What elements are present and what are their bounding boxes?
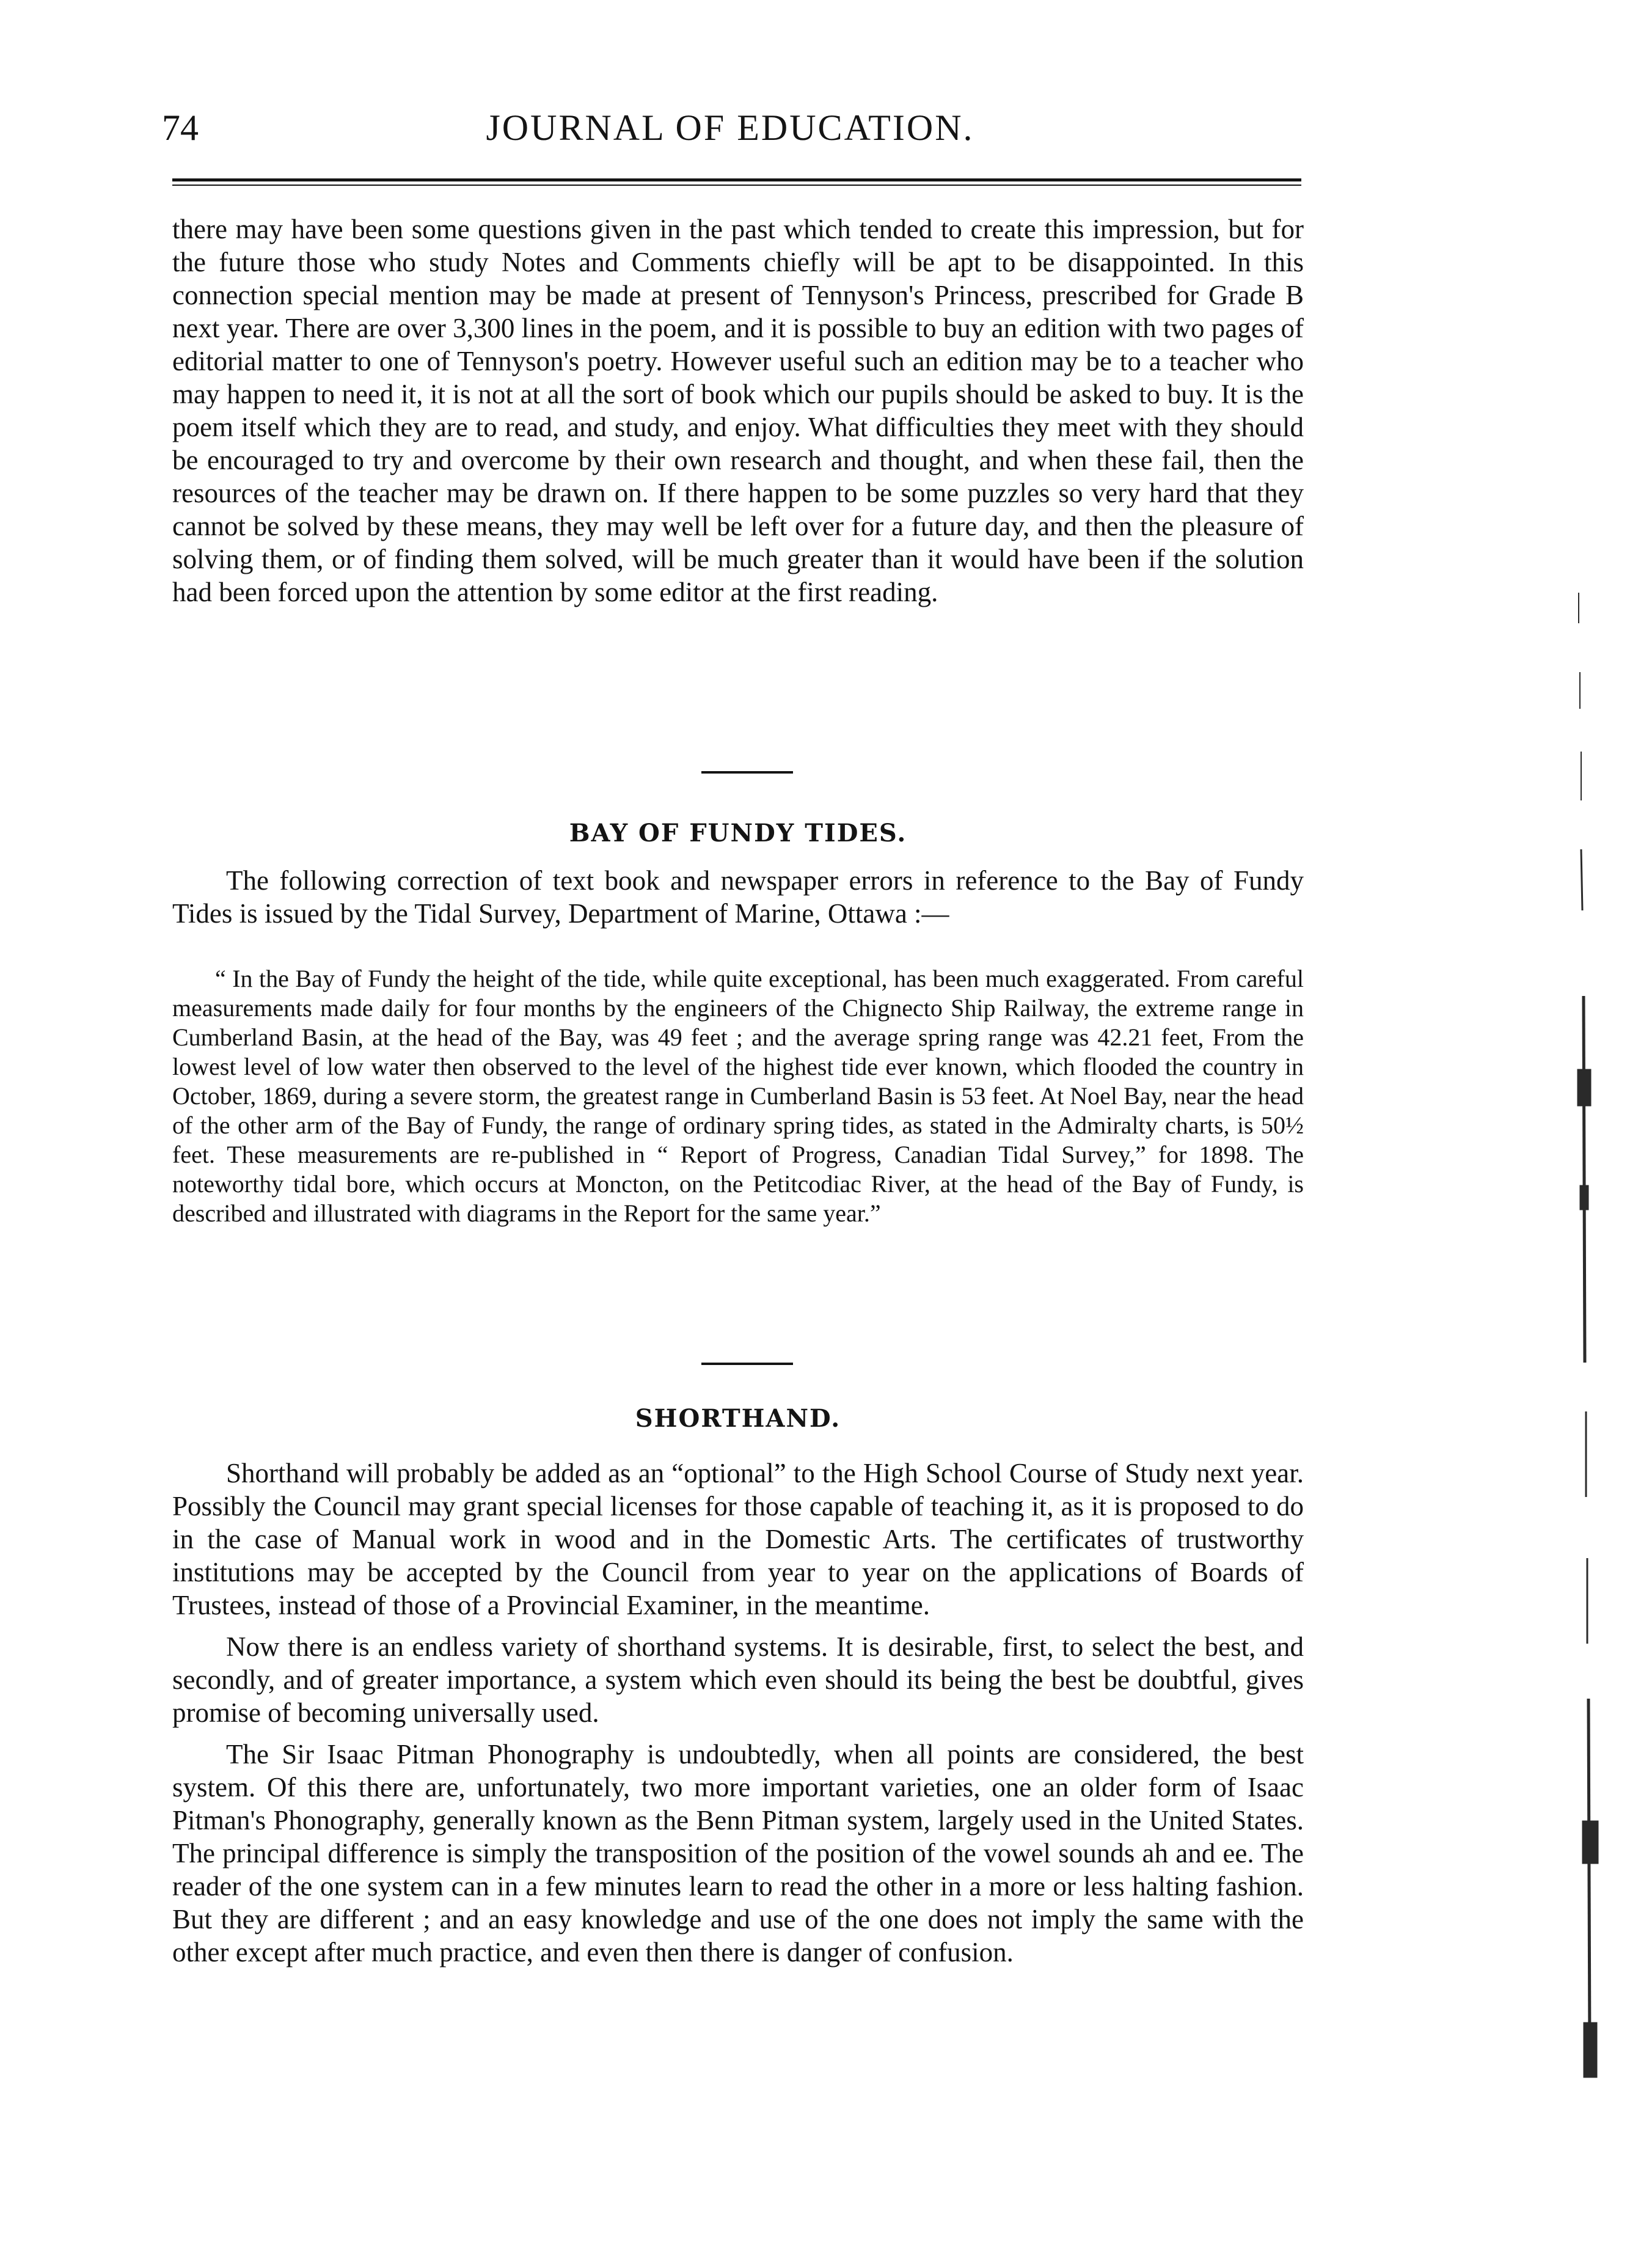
running-title: JOURNAL OF EDUCATION. — [486, 108, 974, 148]
shorthand-heading: SHORTHAND. — [635, 1404, 841, 1433]
tides-quote — [172, 964, 1304, 1228]
page-number: 74 — [162, 108, 199, 148]
binding-edge-marks — [1557, 568, 1612, 2132]
intro-text — [172, 213, 1304, 609]
shorthand-paragraph-1: Shorthand will probably be added as an “optional” to the High School Course of Study next year. Possibly the Council may grant special licenses for those capable of teaching it, as it is proposed to do in the case of Manual work in wood and in the Domestic Arts. The certificates of trustworthy institutions may be accepted by the Council from year to year on the applications of Boards of Trustees, instead of those of a Provincial Examiner, in the meantime. — [172, 1458, 1304, 1620]
section-divider-1 — [701, 771, 793, 774]
shorthand-text — [172, 1457, 1304, 1969]
tides-lead-paragraph: The following correction of text book and newspaper errors in reference to the Bay of Fundy Tides is issued by the Tidal Survey, Department of Marine, Ottawa :— — [172, 865, 1304, 929]
header-rule-thin — [172, 185, 1301, 186]
intro-paragraph: there may have been some questions given in the past which tended to create this impression, but for the future those who study Notes and Comments chiefly will be apt to be disappointed. In this connection special mention may be made at present of Tennyson's Princess, prescribed for Grade B next year. There are over 3,300 lines in the poem, and it is possible to buy an edition with two pages of editorial matter to one of Tennyson's poetry. However useful such an edition may be to a teacher who may happen to need it, it is not at all the sort of book which our pupils should be asked to buy. It is the poem itself which they are to read, and study, and enjoy. What difficulties they meet with they should be encouraged to try and overcome by their own research and thought, and when these fail, then the resources of the teacher may be drawn on. If there happen to be some puzzles so very hard that they cannot be solved by these means, they may well be left over for a future day, and then the pleasure of solving them, or of finding them solved, will be much greater than it would have been if the solution had been forced upon the attention by some editor at the first reading. — [172, 214, 1304, 607]
section-divider-2 — [701, 1363, 793, 1365]
tides-quote-paragraph: “ In the Bay of Fundy the height of the tide, while quite exceptional, has been much exaggerated. From careful measurements made daily for four months by the engineers of the Chignecto Ship Railway, the extreme range in Cumberland Basin, at the head of the Bay, was 49 feet ; and the average spring range was 42.21 feet, From the lowest level of low water then observed to the level of the highest tide ever known, which flooded the country in October, 1869, during a severe storm, the greatest range in Cumberland Basin is 53 feet. At Noel Bay, near the head of the other arm of the Bay of Fundy, the range of ordinary spring tides, as stated in the Admiralty charts, is 50½ feet. These measurements are re-published in “ Report of Progress, Canadian Tidal Survey,” for 1898. The noteworthy tidal bore, which occurs at Moncton, on the Petitcodiac River, at the head of the Bay of Fundy, is described and illustrated with diagrams in the Report for the same year.” — [172, 965, 1304, 1227]
tides-lead — [172, 864, 1304, 930]
shorthand-paragraph-2: Now there is an endless variety of shorthand systems. It is desirable, first, to select the best, and secondly, and of greater importance, a system which even should its being the best be doubtful, gives promise of becoming universally used. — [172, 1631, 1304, 1728]
page-header — [162, 107, 1298, 162]
header-rule — [172, 178, 1301, 181]
tides-heading: BAY OF FUNDY TIDES. — [569, 819, 907, 847]
shorthand-paragraph-3: The Sir Isaac Pitman Phonography is undoubtedly, when all points are considered, the best system. Of this there are, unfortunately, two more important varieties, one an older form of Isaac Pitman's Phonography, generally known as the Benn Pitman system, largely used in the United States. The principal difference is simply the transposition of the position of the vowel sounds ah and ee. The reader of the one system can in a few minutes learn to read the other in a more or less halting fashion. But they are different ; and an easy knowledge and use of the one does not imply the same with the other except after much practice, and even then there is danger of confusion. — [172, 1739, 1304, 1967]
